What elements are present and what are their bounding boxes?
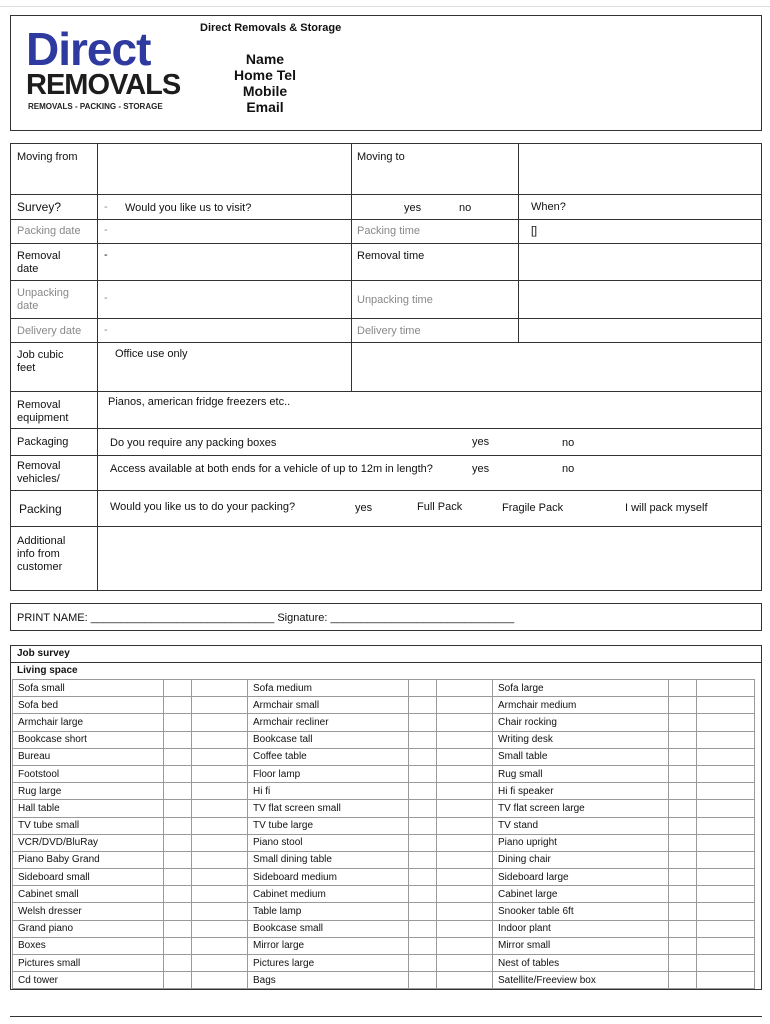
item-quantity-cell[interactable] xyxy=(164,834,192,851)
item-notes-cell[interactable] xyxy=(192,748,248,765)
item-notes-cell[interactable] xyxy=(437,783,493,800)
table-row xyxy=(13,851,755,868)
item-label: Bureau xyxy=(13,748,164,765)
item-notes-cell[interactable] xyxy=(192,886,248,903)
item-notes-cell[interactable] xyxy=(697,748,755,765)
vehicles-no-option[interactable]: no xyxy=(562,463,575,475)
item-label: Cabinet large xyxy=(493,886,669,903)
living-space-table xyxy=(12,679,755,989)
item-label: Rug large xyxy=(13,783,164,800)
form-col-line xyxy=(518,143,519,342)
item-notes-cell[interactable] xyxy=(192,817,248,834)
packing-self-option[interactable]: I will pack myself xyxy=(625,502,708,514)
logo-removals: REMOVALS xyxy=(26,69,181,101)
item-quantity-cell[interactable] xyxy=(409,955,437,972)
item-notes-cell[interactable] xyxy=(437,714,493,731)
form-row-line xyxy=(10,243,762,244)
packing-question: Would you like us to do your packing? xyxy=(110,501,296,513)
item-quantity-cell[interactable] xyxy=(164,714,192,731)
packing-label: Packing xyxy=(19,502,62,516)
item-notes-cell[interactable] xyxy=(697,972,755,989)
item-notes-cell[interactable] xyxy=(192,903,248,920)
table-row xyxy=(13,903,755,920)
item-notes-cell[interactable] xyxy=(437,731,493,748)
item-quantity-cell[interactable] xyxy=(669,903,697,920)
item-quantity-cell[interactable] xyxy=(669,748,697,765)
item-label: Sofa medium xyxy=(248,680,409,697)
form-row-line xyxy=(10,490,762,491)
item-notes-cell[interactable] xyxy=(697,697,755,714)
item-notes-cell[interactable] xyxy=(437,955,493,972)
item-label: Writing desk xyxy=(493,731,669,748)
item-notes-cell[interactable] xyxy=(697,800,755,817)
item-label: Chair rocking xyxy=(493,714,669,731)
item-notes-cell[interactable] xyxy=(437,869,493,886)
item-label: Sideboard medium xyxy=(248,869,409,886)
item-quantity-cell[interactable] xyxy=(164,783,192,800)
item-notes-cell[interactable] xyxy=(697,817,755,834)
item-label: Grand piano xyxy=(13,920,164,937)
item-label: Cabinet medium xyxy=(248,886,409,903)
item-notes-cell[interactable] xyxy=(437,748,493,765)
form-row-line xyxy=(10,318,762,319)
item-notes-cell[interactable] xyxy=(192,851,248,868)
item-label: Armchair medium xyxy=(493,697,669,714)
item-quantity-cell[interactable] xyxy=(409,800,437,817)
table-row xyxy=(13,937,755,954)
logo-tagline: REMOVALS - PACKING - STORAGE xyxy=(28,102,163,111)
moving-to-input[interactable] xyxy=(520,145,760,193)
moving-to-label: Moving to xyxy=(357,151,405,163)
item-notes-cell[interactable] xyxy=(697,937,755,954)
item-label: Piano upright xyxy=(493,834,669,851)
signature-line[interactable]: PRINT NAME: ______________________________ Signature: ______________________________ xyxy=(17,612,515,624)
job-survey-title: Job survey xyxy=(17,648,70,659)
item-notes-cell[interactable] xyxy=(437,886,493,903)
item-quantity-cell[interactable] xyxy=(669,886,697,903)
item-quantity-cell[interactable] xyxy=(164,920,192,937)
item-notes-cell[interactable] xyxy=(192,731,248,748)
item-notes-cell[interactable] xyxy=(697,851,755,868)
item-quantity-cell[interactable] xyxy=(164,851,192,868)
removal-time-label: Removal time xyxy=(357,250,425,262)
item-label: Nest of tables xyxy=(493,955,669,972)
item-quantity-cell[interactable] xyxy=(669,937,697,954)
vehicles-yes-option[interactable]: yes xyxy=(472,463,490,475)
removal-equipment-label-l1: Removal xyxy=(17,399,61,411)
item-notes-cell[interactable] xyxy=(437,920,493,937)
customer-form xyxy=(10,143,762,591)
item-quantity-cell[interactable] xyxy=(164,972,192,989)
form-row-line xyxy=(10,455,762,456)
item-notes-cell[interactable] xyxy=(192,937,248,954)
survey-dash: - xyxy=(104,201,108,213)
item-label: TV flat screen small xyxy=(248,800,409,817)
packing-full-option[interactable]: Full Pack xyxy=(417,501,463,513)
item-quantity-cell[interactable] xyxy=(409,869,437,886)
form-col-line xyxy=(97,143,98,591)
item-quantity-cell[interactable] xyxy=(409,697,437,714)
item-notes-cell[interactable] xyxy=(697,731,755,748)
survey-no-option[interactable]: no xyxy=(459,202,472,214)
item-notes-cell[interactable] xyxy=(437,817,493,834)
item-quantity-cell[interactable] xyxy=(669,680,697,697)
item-label: Bookcase short xyxy=(13,731,164,748)
item-label: Sofa large xyxy=(493,680,669,697)
table-row xyxy=(13,834,755,851)
item-quantity-cell[interactable] xyxy=(669,972,697,989)
item-quantity-cell[interactable] xyxy=(669,765,697,782)
item-label: Hall table xyxy=(13,800,164,817)
vehicles-label-l1: Removal xyxy=(17,460,61,472)
form-row-line xyxy=(10,428,762,429)
item-notes-cell[interactable] xyxy=(192,869,248,886)
packaging-question: Do you require any packing boxes xyxy=(110,437,277,449)
item-notes-cell[interactable] xyxy=(192,680,248,697)
table-row xyxy=(13,869,755,886)
table-row xyxy=(13,680,755,697)
item-notes-cell[interactable] xyxy=(437,697,493,714)
item-label: Small dining table xyxy=(248,851,409,868)
form-row-line xyxy=(10,391,762,392)
table-row xyxy=(13,920,755,937)
item-notes-cell[interactable] xyxy=(437,765,493,782)
packing-date-input[interactable]: - xyxy=(104,224,108,236)
item-quantity-cell[interactable] xyxy=(409,714,437,731)
item-label: Hi fi xyxy=(248,783,409,800)
packing-time-checkbox[interactable]: [] xyxy=(531,225,538,237)
item-label: Bookcase tall xyxy=(248,731,409,748)
item-quantity-cell[interactable] xyxy=(409,817,437,834)
item-label: Armchair large xyxy=(13,714,164,731)
removal-date-label-l1: Removal xyxy=(17,250,61,262)
item-quantity-cell[interactable] xyxy=(669,920,697,937)
job-cubic-label-l2: feet xyxy=(17,362,36,374)
unpacking-time-label: Unpacking time xyxy=(357,294,433,306)
item-quantity-cell[interactable] xyxy=(409,920,437,937)
item-quantity-cell[interactable] xyxy=(669,697,697,714)
item-quantity-cell[interactable] xyxy=(409,886,437,903)
table-row xyxy=(13,817,755,834)
item-quantity-cell[interactable] xyxy=(669,834,697,851)
item-label: Bags xyxy=(248,972,409,989)
item-label: Welsh dresser xyxy=(13,903,164,920)
item-quantity-cell[interactable] xyxy=(669,869,697,886)
form-row-line xyxy=(10,280,762,281)
form-row-line xyxy=(10,194,762,195)
item-quantity-cell[interactable] xyxy=(164,817,192,834)
item-label: Mirror small xyxy=(493,937,669,954)
item-quantity-cell[interactable] xyxy=(409,972,437,989)
item-quantity-cell[interactable] xyxy=(409,937,437,954)
delivery-date-label: Delivery date xyxy=(17,325,82,337)
form-row-line xyxy=(10,219,762,220)
item-label: Dining chair xyxy=(493,851,669,868)
item-notes-cell[interactable] xyxy=(192,800,248,817)
item-notes-cell[interactable] xyxy=(192,920,248,937)
item-label: Piano Baby Grand xyxy=(13,851,164,868)
item-label: Cabinet small xyxy=(13,886,164,903)
vehicles-question: Access available at both ends for a vehicle of up to 12m in length? xyxy=(110,463,433,475)
item-label: Sofa small xyxy=(13,680,164,697)
item-quantity-cell[interactable] xyxy=(409,680,437,697)
removal-equipment-value[interactable]: Pianos, american fridge freezers etc.. xyxy=(108,396,291,408)
item-quantity-cell[interactable] xyxy=(669,851,697,868)
item-quantity-cell[interactable] xyxy=(669,731,697,748)
page-top-rule xyxy=(0,6,770,7)
item-notes-cell[interactable] xyxy=(697,783,755,800)
item-label: TV tube small xyxy=(13,817,164,834)
item-notes-cell[interactable] xyxy=(697,869,755,886)
item-notes-cell[interactable] xyxy=(192,955,248,972)
item-notes-cell[interactable] xyxy=(192,765,248,782)
item-quantity-cell[interactable] xyxy=(409,748,437,765)
item-quantity-cell[interactable] xyxy=(409,783,437,800)
item-label: VCR/DVD/BluRay xyxy=(13,834,164,851)
additional-label-l2: info from xyxy=(17,548,60,560)
form-row-line xyxy=(10,526,762,527)
job-cubic-label-l1: Job cubic xyxy=(17,349,64,361)
item-quantity-cell[interactable] xyxy=(164,765,192,782)
item-quantity-cell[interactable] xyxy=(164,903,192,920)
item-quantity-cell[interactable] xyxy=(669,783,697,800)
item-quantity-cell[interactable] xyxy=(164,955,192,972)
moving-from-input[interactable] xyxy=(99,145,349,193)
item-notes-cell[interactable] xyxy=(437,834,493,851)
item-quantity-cell[interactable] xyxy=(164,748,192,765)
item-quantity-cell[interactable] xyxy=(409,834,437,851)
item-notes-cell[interactable] xyxy=(697,903,755,920)
unpacking-date-label-l1: Unpacking xyxy=(17,287,69,299)
item-notes-cell[interactable] xyxy=(437,972,493,989)
item-notes-cell[interactable] xyxy=(437,680,493,697)
delivery-date-input[interactable]: - xyxy=(104,324,108,336)
item-notes-cell[interactable] xyxy=(697,955,755,972)
item-label: Small table xyxy=(493,748,669,765)
table-row xyxy=(13,800,755,817)
item-notes-cell[interactable] xyxy=(437,937,493,954)
email-field-label: Email xyxy=(246,99,284,115)
item-notes-cell[interactable] xyxy=(192,972,248,989)
item-label: Mirror large xyxy=(248,937,409,954)
item-notes-cell[interactable] xyxy=(697,920,755,937)
logo-direct: Direct xyxy=(26,23,151,75)
item-label: Sideboard large xyxy=(493,869,669,886)
removal-date-label-l2: date xyxy=(17,263,39,275)
mobile-field-label: Mobile xyxy=(242,83,288,99)
item-label: Hi fi speaker xyxy=(493,783,669,800)
item-label: Sideboard small xyxy=(13,869,164,886)
form-col-line xyxy=(351,143,352,391)
item-notes-cell[interactable] xyxy=(437,851,493,868)
packing-yes-option[interactable]: yes xyxy=(355,502,373,514)
item-label: Boxes xyxy=(13,937,164,954)
item-label: Pictures small xyxy=(13,955,164,972)
unpacking-date-input[interactable]: - xyxy=(104,292,108,304)
item-quantity-cell[interactable] xyxy=(409,903,437,920)
item-quantity-cell[interactable] xyxy=(164,680,192,697)
item-label: Snooker table 6ft xyxy=(493,903,669,920)
item-label: Indoor plant xyxy=(493,920,669,937)
item-quantity-cell[interactable] xyxy=(164,869,192,886)
survey-label: Survey? xyxy=(17,200,62,214)
item-notes-cell[interactable] xyxy=(192,783,248,800)
packaging-no-option[interactable]: no xyxy=(562,437,575,449)
vehicles-label-l2: vehicles/ xyxy=(17,473,60,485)
item-quantity-cell[interactable] xyxy=(409,731,437,748)
table-row xyxy=(13,714,755,731)
item-label: Armchair small xyxy=(248,697,409,714)
item-notes-cell[interactable] xyxy=(697,680,755,697)
item-label: Satellite/Freeview box xyxy=(493,972,669,989)
table-row xyxy=(13,886,755,903)
item-label: Rug small xyxy=(493,765,669,782)
item-quantity-cell[interactable] xyxy=(164,731,192,748)
packaging-yes-option[interactable]: yes xyxy=(472,436,490,448)
item-notes-cell[interactable] xyxy=(697,886,755,903)
table-row xyxy=(13,972,755,989)
item-label: Pictures large xyxy=(248,955,409,972)
bottom-rule xyxy=(10,1016,762,1017)
company-title: Direct Removals & Storage xyxy=(200,22,342,34)
item-quantity-cell[interactable] xyxy=(164,937,192,954)
delivery-time-label: Delivery time xyxy=(357,325,421,337)
packing-time-label: Packing time xyxy=(357,225,420,237)
table-row xyxy=(13,697,755,714)
additional-label-l1: Additional xyxy=(17,535,66,547)
table-row xyxy=(13,765,755,782)
item-quantity-cell[interactable] xyxy=(669,800,697,817)
item-quantity-cell[interactable] xyxy=(164,697,192,714)
item-label: Sofa bed xyxy=(13,697,164,714)
job-cubic-value: Office use only xyxy=(115,348,188,360)
item-quantity-cell[interactable] xyxy=(669,714,697,731)
item-label: TV flat screen large xyxy=(493,800,669,817)
item-notes-cell[interactable] xyxy=(192,697,248,714)
item-label: Footstool xyxy=(13,765,164,782)
removal-equipment-label-l2: equipment xyxy=(17,412,69,424)
table-row xyxy=(13,748,755,765)
item-label: Bookcase small xyxy=(248,920,409,937)
living-space-heading: Living space xyxy=(17,665,78,676)
item-quantity-cell[interactable] xyxy=(669,955,697,972)
item-notes-cell[interactable] xyxy=(192,714,248,731)
table-row xyxy=(13,955,755,972)
item-notes-cell[interactable] xyxy=(697,714,755,731)
item-notes-cell[interactable] xyxy=(192,834,248,851)
item-notes-cell[interactable] xyxy=(697,834,755,851)
item-label: Table lamp xyxy=(248,903,409,920)
survey-yes-option[interactable]: yes xyxy=(404,202,422,214)
removal-date-input[interactable]: - xyxy=(104,249,108,261)
moving-from-label: Moving from xyxy=(17,151,78,163)
table-row xyxy=(13,731,755,748)
form-row-line xyxy=(10,342,762,343)
survey-question: Would you like us to visit? xyxy=(125,202,252,214)
item-label: Cd tower xyxy=(13,972,164,989)
name-field-label: Name xyxy=(245,51,285,67)
item-label: Floor lamp xyxy=(248,765,409,782)
item-notes-cell[interactable] xyxy=(697,765,755,782)
item-label: Piano stool xyxy=(248,834,409,851)
home-tel-field-label: Home Tel xyxy=(234,67,296,83)
item-quantity-cell[interactable] xyxy=(164,886,192,903)
item-notes-cell[interactable] xyxy=(437,800,493,817)
item-quantity-cell[interactable] xyxy=(409,765,437,782)
item-quantity-cell[interactable] xyxy=(669,817,697,834)
survey-when-label: When? xyxy=(531,201,566,213)
packing-date-label: Packing date xyxy=(17,225,81,237)
survey-title-line xyxy=(10,662,762,663)
item-label: TV tube large xyxy=(248,817,409,834)
item-quantity-cell[interactable] xyxy=(409,851,437,868)
item-label: Armchair recliner xyxy=(248,714,409,731)
item-label: TV stand xyxy=(493,817,669,834)
table-row xyxy=(13,783,755,800)
packaging-label: Packaging xyxy=(17,436,69,448)
item-quantity-cell[interactable] xyxy=(164,800,192,817)
additional-label-l3: customer xyxy=(17,561,63,573)
packing-fragile-option[interactable]: Fragile Pack xyxy=(502,502,564,514)
item-label: Coffee table xyxy=(248,748,409,765)
unpacking-date-label-l2: date xyxy=(17,300,39,312)
item-notes-cell[interactable] xyxy=(437,903,493,920)
additional-info-input[interactable] xyxy=(99,528,760,589)
